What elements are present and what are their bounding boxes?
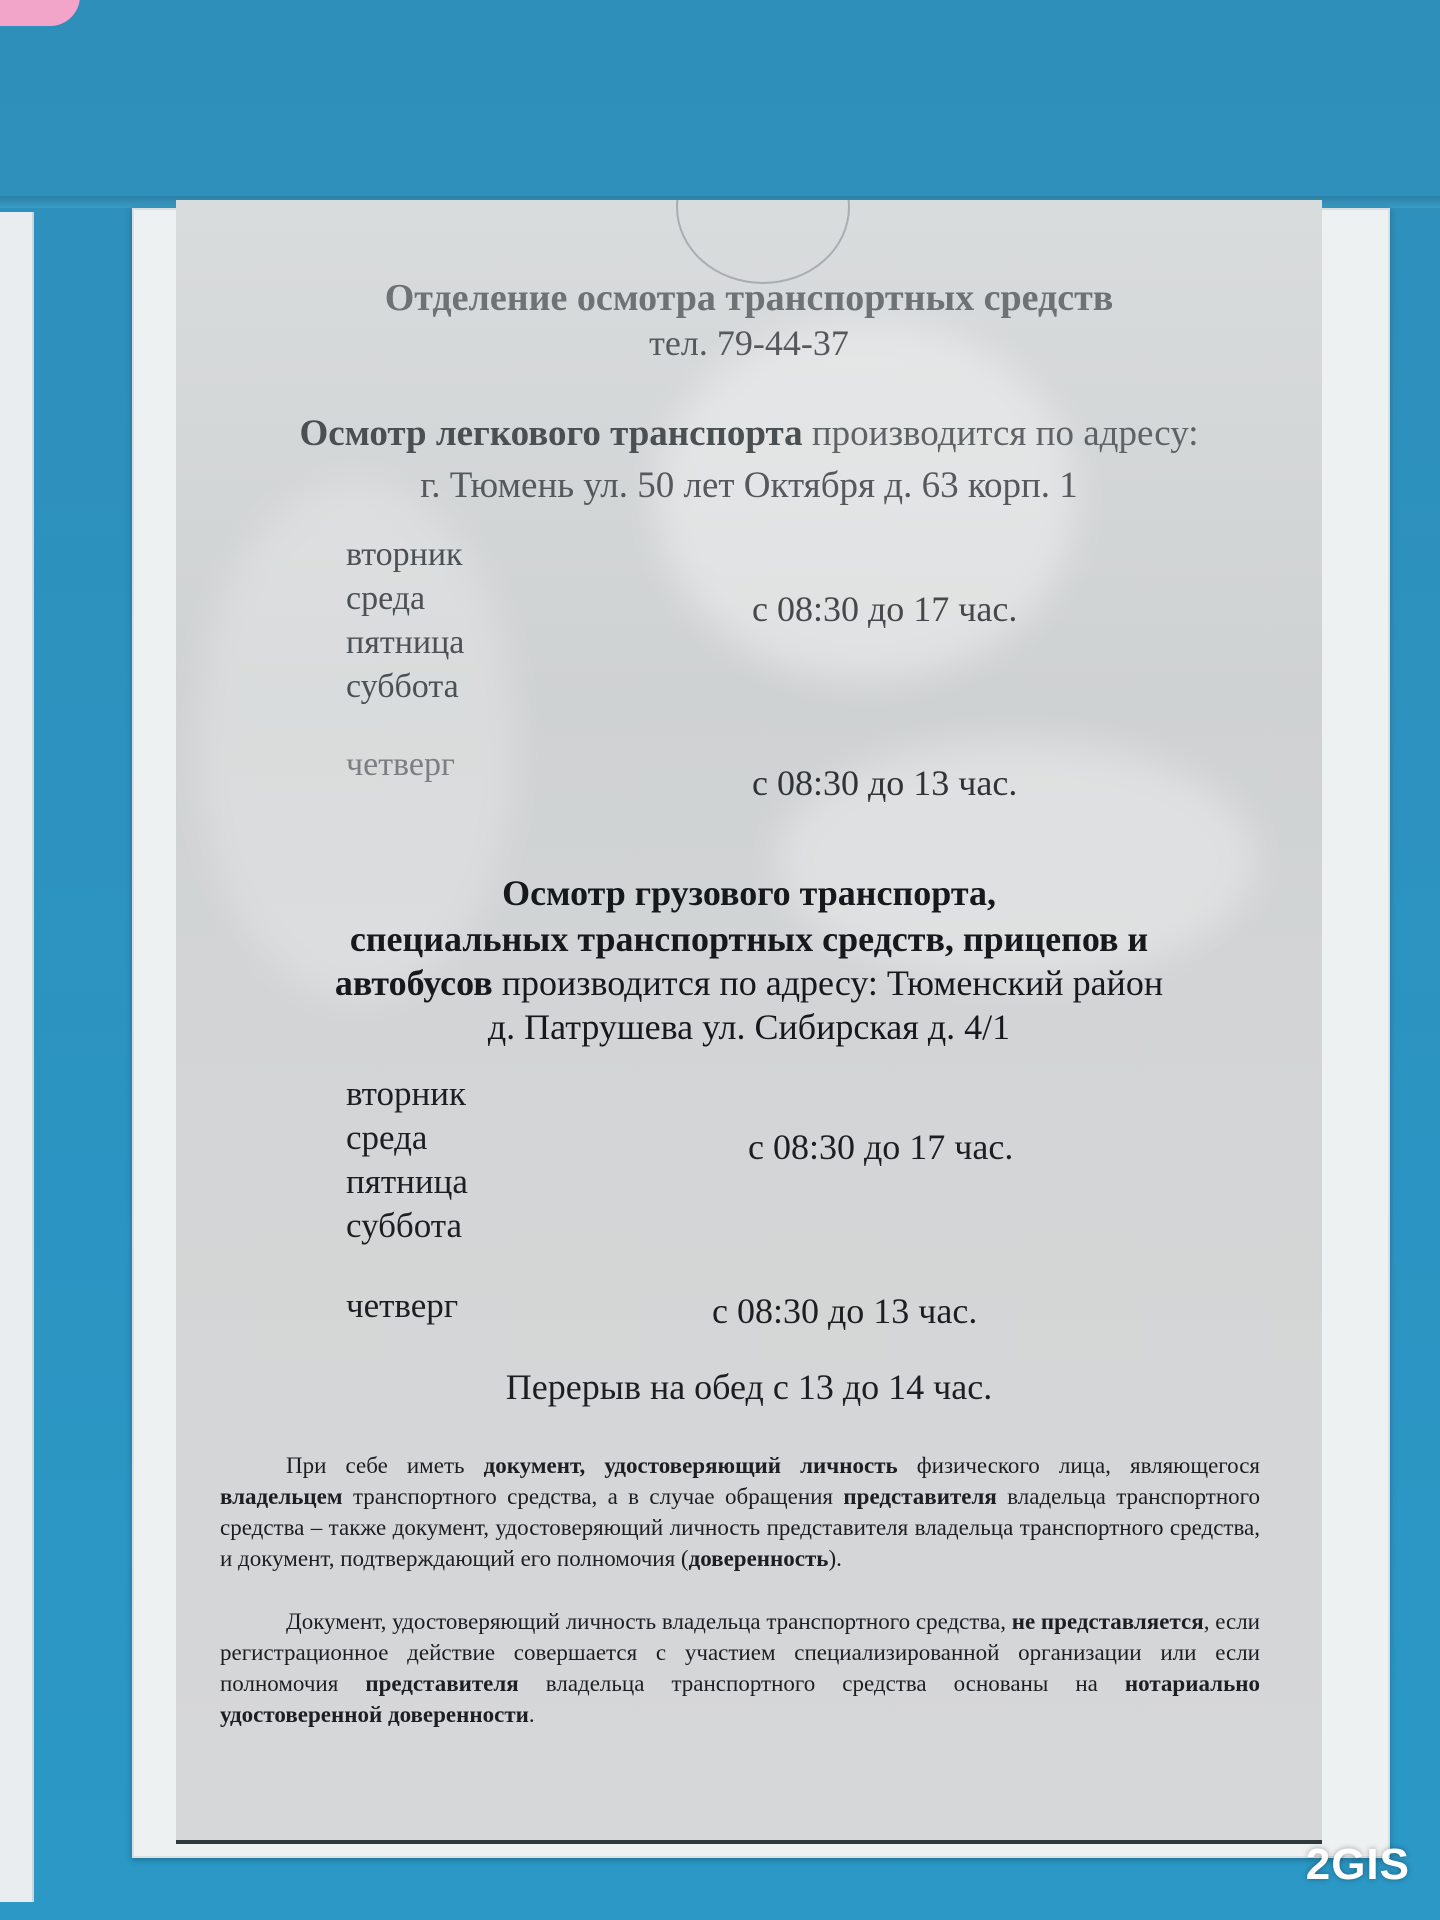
para1-segment: транспортного средства, а в случае обращения — [342, 1484, 844, 1509]
passenger-day: суббота — [346, 668, 459, 705]
para1-segment: доверенность — [688, 1546, 829, 1571]
para2-segment: нотариально удостоверенной доверенности — [220, 1671, 1260, 1727]
truck-hours-thursday: с 08:30 до 13 час. — [712, 1291, 978, 1331]
department-title: Отделение осмотра транспортных средств — [384, 277, 1114, 319]
documents-paragraph-1 — [220, 1450, 1260, 1574]
para1-segment: владельцем — [220, 1484, 343, 1509]
para2-segment: не представляется — [1011, 1609, 1204, 1634]
para1-segment: физического лица, являющегося — [897, 1453, 1260, 1478]
passenger-day: среда — [346, 580, 426, 617]
truck-heading-line2: специальных транспортных средств, прицепов и — [349, 919, 1149, 959]
truck-heading-line3: автобусов производится по адресу: Тюменский район — [334, 963, 1164, 1003]
para1-segment: документ, удостоверяющий личность — [483, 1453, 898, 1478]
passenger-heading: Осмотр легкового транспорта производится по адресу: — [299, 413, 1199, 454]
truck-day-thursday: четверг — [346, 1286, 459, 1325]
truck-heading-line1: Осмотр грузового транспорта, — [502, 873, 996, 913]
para1-segment: ). — [828, 1546, 842, 1571]
para1-segment: владельца транспортного средства – также документ, удостоверяющий личность представителя владельца транспортного средства, и документ, подтверждающий его полномочия ( — [220, 1484, 1261, 1571]
para2-segment: . — [528, 1702, 535, 1727]
passenger-day-thursday: четверг — [346, 746, 455, 783]
phone-number: тел. 79-44-37 — [649, 323, 849, 363]
truck-address: д. Патрушева ул. Сибирская д. 4/1 — [487, 1007, 1011, 1047]
truck-day: пятница — [346, 1162, 468, 1201]
passenger-day: вторник — [346, 536, 463, 573]
para2-segment: Документ, удостоверяющий личность владельца транспортного средства, — [286, 1609, 1012, 1634]
para2-segment: владельца транспортного средства основаны на — [518, 1671, 1125, 1696]
para1-segment: При себе иметь — [286, 1453, 484, 1478]
documents-paragraph-2 — [220, 1606, 1260, 1730]
notice-paper — [176, 200, 1322, 1844]
passenger-day: пятница — [346, 624, 465, 661]
para2-segment: представителя — [365, 1671, 519, 1696]
adjacent-notice-sheet — [0, 212, 34, 1902]
truck-day: вторник — [346, 1074, 466, 1113]
2gis-watermark: 2GIS — [1305, 1840, 1410, 1889]
truck-hours-main: с 08:30 до 17 час. — [748, 1127, 1014, 1167]
para2-segment: , если регистрационное действие совершается с участием специализированной организации или если полномочия — [220, 1609, 1260, 1696]
passenger-address: г. Тюмень ул. 50 лет Октября д. 63 корп. 1 — [420, 465, 1078, 506]
para1-segment: представителя — [843, 1484, 997, 1509]
truck-day: суббота — [346, 1206, 463, 1245]
passenger-hours-main: с 08:30 до 17 час. — [752, 589, 1018, 629]
truck-day: среда — [346, 1118, 428, 1157]
passenger-hours-thursday: с 08:30 до 13 час. — [752, 763, 1018, 803]
pink-sticker — [0, 0, 80, 26]
lunch-break: Перерыв на обед с 13 до 14 час. — [505, 1367, 993, 1407]
sleeve-thumb-notch — [676, 200, 850, 284]
